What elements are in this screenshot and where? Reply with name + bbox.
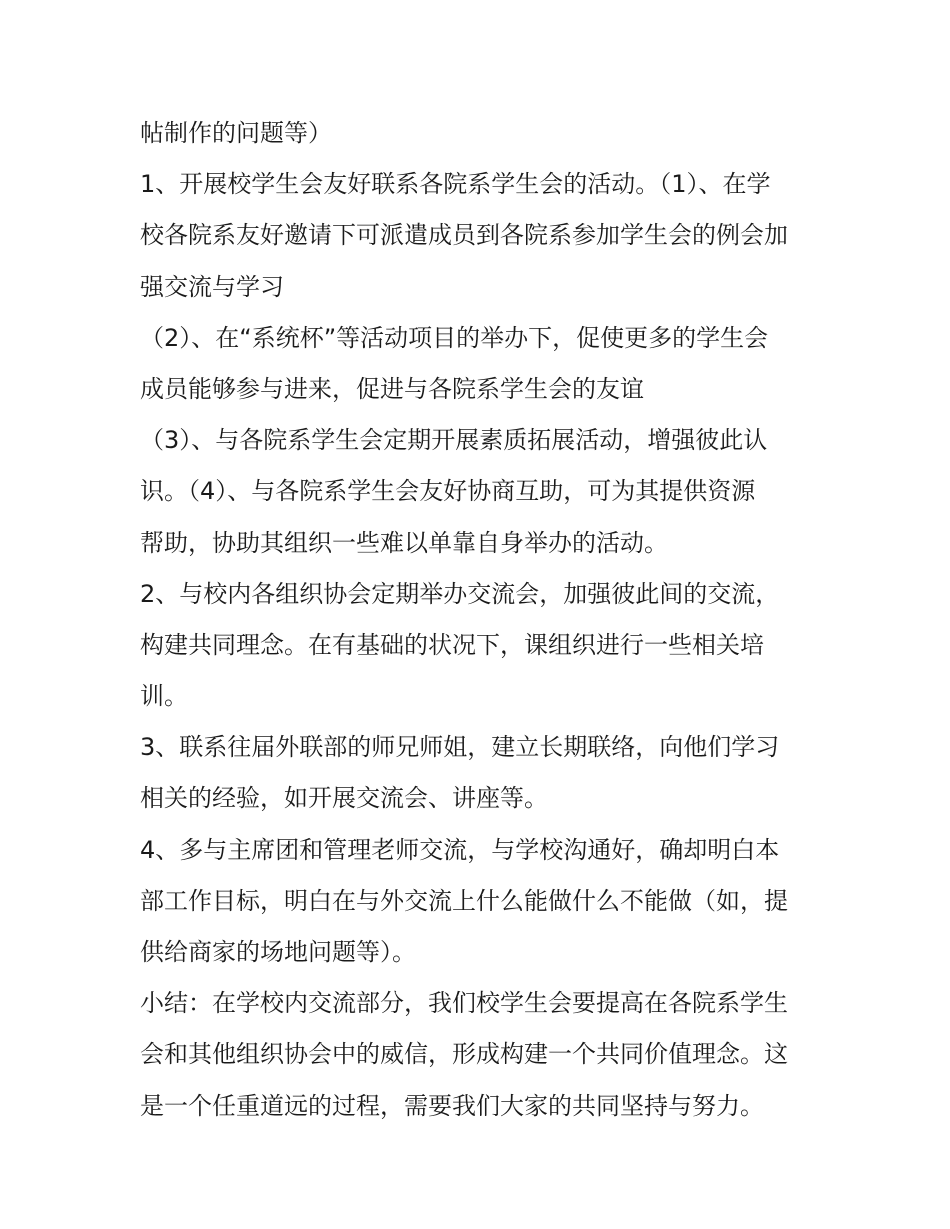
text-line: 3、联系往届外联部的师兄师姐，建立长期联络，向他们学习 [140, 733, 780, 762]
text-line: （2）、在“系统杯”等活动项目的举办下，促使更多的学生会 [140, 323, 769, 352]
text-line: 1、开展校学生会友好联系各院系学生会的活动。（1）、在学 [140, 170, 771, 199]
text-line: 小结：在学校内交流部分，我们校学生会要提高在各院系学生 [140, 989, 788, 1018]
text-line: 帖制作的问题等） [140, 119, 332, 147]
text-line: 是一个任重道远的过程，需要我们大家的共同坚持与努力。 [140, 1091, 764, 1120]
text-line: 识。（4）、与各院系学生会友好协商互助，可为其提供资源 [140, 477, 756, 506]
text-line: 构建共同理念。在有基础的状况下，课组织进行一些相关培 [140, 630, 764, 659]
text-line: 2、与校内各组织协会定期举办交流会，加强彼此间的交流， [140, 579, 780, 608]
text-line: （3）、与各院系学生会定期开展素质拓展活动，增强彼此认 [140, 426, 768, 455]
text-line: 部工作目标，明白在与外交流上什么能做什么不能做（如，提 [140, 886, 788, 915]
document-body [140, 108, 820, 1132]
text-line: 帮助，协助其组织一些难以单靠自身举办的活动。 [140, 528, 668, 557]
text-line: 强交流与学习 [140, 272, 284, 301]
text-line: 训。 [140, 682, 188, 711]
text-line: 成员能够参与进来，促进与各院系学生会的友谊 [140, 374, 644, 403]
text-line: 供给商家的场地问题等）。 [140, 938, 416, 966]
text-line: 相关的经验，如开展交流会、讲座等。 [140, 784, 548, 813]
text-line: 会和其他组织协会中的威信，形成构建一个共同价值理念。这 [140, 1040, 788, 1069]
text-line: 4、多与主席团和管理老师交流，与学校沟通好，确却明白本 [140, 835, 780, 864]
text-line: 校各院系友好邀请下可派遣成员到各院系参加学生会的例会加 [140, 221, 788, 250]
